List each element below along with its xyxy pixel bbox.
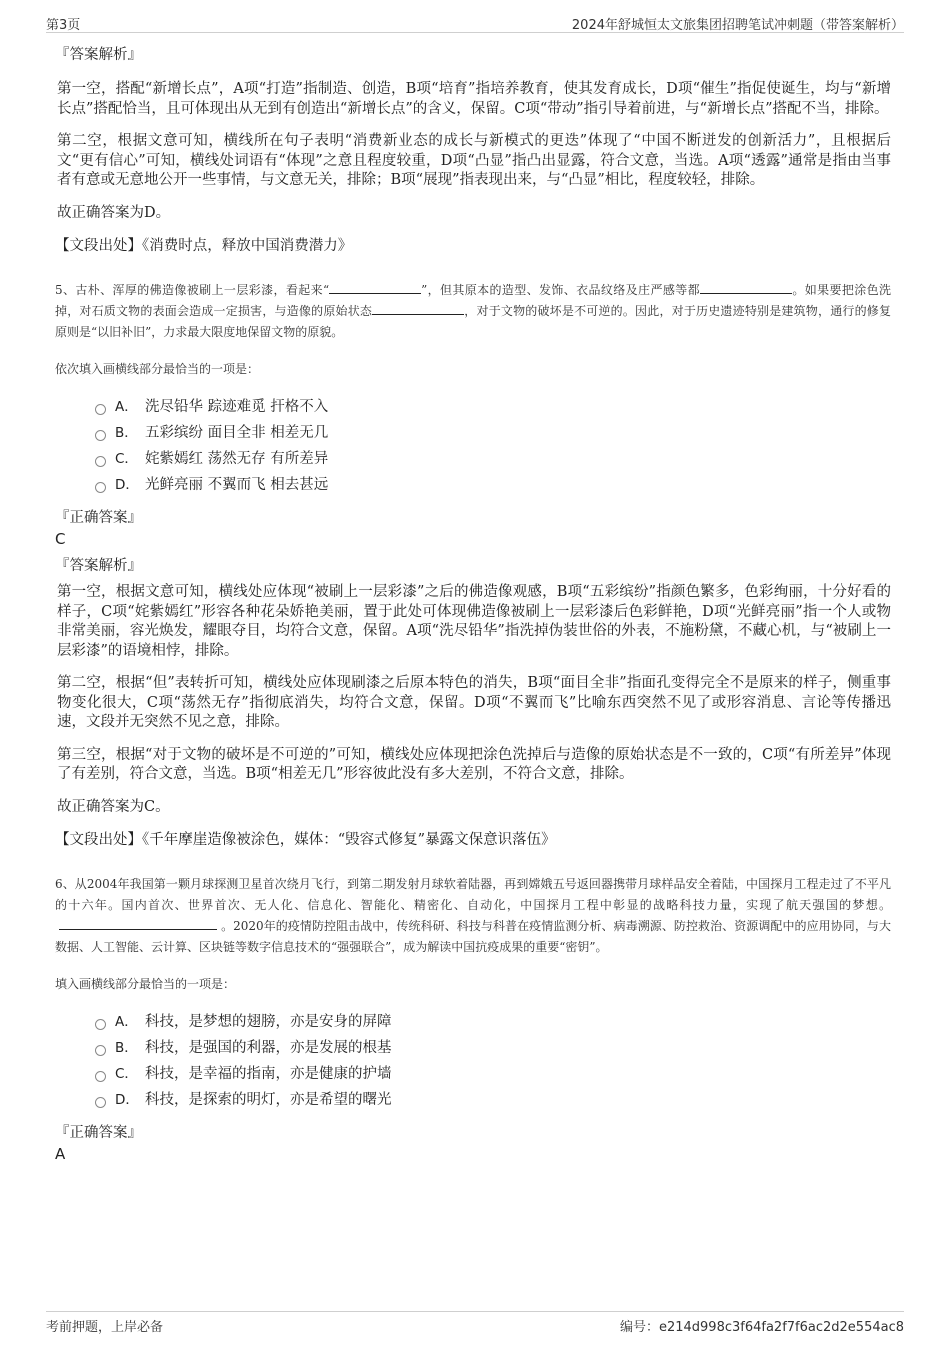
q5-correct-label: 『正确答案』 [55, 510, 142, 526]
page-header [46, 12, 904, 33]
q5-source: 【文段出处】《千年摩崖造像被涂色，媒体：“毁容式修复”暴露文保意识落伍》 [55, 832, 556, 848]
q4-analysis-p1: 第一空，搭配“新增长点”，A项“打造”指制造、创造，B项“培育”指培养教育，使其发育成长，D项“催生”指促使诞生，均与“新增长点”搭配恰当，且可体现出从无到有创造出“新增长点”的含义，保留。C项“带动”指引导着前进，与“新增长点”搭配不当，排除。 [57, 81, 891, 117]
q5-analysis-label: 『答案解析』 [55, 558, 142, 574]
q5-options [95, 397, 891, 501]
q5-analysis-p3: 第三空，根据“对于文物的破坏是不可逆的”可知，横线处应体现把涂色洗掉后与造像的原始状态是不一致的，C项“有所差异”体现了有差别，符合文意，当选。B项“相差无几”形容彼此没有多大差别，不符合文意，排除。 [57, 746, 891, 782]
q6-option-b[interactable]: B． 科技，是强国的利器，亦是发展的根基 [95, 1038, 891, 1064]
q4-conclusion: 故正确答案为D。 [57, 204, 171, 221]
q6-option-c[interactable]: C． 科技，是幸福的指南，亦是健康的护墙 [95, 1064, 891, 1090]
q6-stem: 6、从2004年我国第一颗月球探测卫星首次绕月飞行，到第二期发射月球软着陆器，再到嫦娥五号返回器携带月球样品安全着陆，中国探月工程走过了不平凡的十六年。国内首次、世界首次、无人化、信息化、智能化、精密化、自动化，中国探月工程中彰显的战略科技力量，实现了航天强国的梦想。。2020年的疫情防控阻击战中，传统科研、科技与科普在疫情监测分析、病毒溯源、防控救治、资源调配中的应用协同，与大数据、人工智能、云计算、区块链等数字信息技术的“强强联合”，成为解读中国抗疫成果的重要“密钥”。 [55, 877, 891, 954]
radio-button-icon[interactable] [95, 1097, 106, 1108]
page-content [57, 44, 891, 1170]
q6-blank [59, 917, 217, 930]
q5-correct-answer: C [55, 530, 66, 548]
page-footer [46, 1311, 904, 1336]
q4-analysis-p2: 第二空，根据文意可知，横线所在句子表明“消费新业态的成长与新模式的更迭”体现了“中国不断迸发的创新活力”，且根据后文“更有信心”可知，横线处词语有“体现”之意且程度较重，D项“凸显”指凸出显露，符合文意，当选。A项“透露”通常是指由当事者有意或无意地公开一些事情，与文意无关，排除；B项“展现”指表现出来，与“凸显”相比，程度较轻，排除。 [57, 133, 891, 188]
radio-button-icon[interactable] [95, 1045, 106, 1056]
q6-correct-answer: A [55, 1145, 66, 1163]
q5-stem: 5、古朴、浑厚的佛造像被刷上一层彩漆，看起来“ ”，但其原本的造型、发饰、衣品纹络及庄严感等都 。如果要把涂色洗掉，对石质文物的表面会造成一定损害，与造像的原始状态 ，对于文物的破坏是不可逆的。因此，对于历史遗迹特别是建筑物，通行的修复原则是“以旧补旧”，力求最大限度地保留文物的原貌。 [55, 283, 891, 339]
footer-slogan: 考前押题，上岸必备 [46, 1320, 164, 1335]
q4-source: 【文段出处】《消费时点，释放中国消费潜力》 [55, 238, 353, 254]
radio-button-icon[interactable] [95, 1019, 106, 1030]
q6-option-d[interactable]: D． 科技，是探索的明灯，亦是希望的曙光 [95, 1090, 891, 1116]
q5-option-b[interactable]: B． 五彩缤纷 面目全非 相差无几 [95, 423, 891, 449]
q6-prompt: 填入画横线部分最恰当的一项是： [55, 977, 236, 991]
radio-button-icon[interactable] [95, 456, 106, 467]
q6-correct-label: 『正确答案』 [55, 1125, 142, 1141]
document-title: 2024年舒城恒太文旅集团招聘笔试冲刺题（带答案解析） [571, 18, 904, 33]
q5-blank-2 [700, 281, 792, 294]
q5-option-d[interactable]: D． 光鲜亮丽 不翼而飞 相去甚远 [95, 475, 891, 501]
document-serial: 编号：e214d998c3f64fa2f7f6ac2d2e554ac8 [619, 1320, 904, 1335]
q6-options [95, 1012, 891, 1116]
radio-button-icon[interactable] [95, 430, 106, 441]
q5-blank-3 [372, 302, 464, 315]
q6-option-a[interactable]: A． 科技，是梦想的翅膀，亦是安身的屏障 [95, 1012, 891, 1038]
q5-option-a[interactable]: A． 洗尽铅华 踪迹难觅 扞格不入 [95, 397, 891, 423]
q5-analysis-p1: 第一空，根据文意可知，横线处应体现“被刷上一层彩漆”之后的佛造像观感，B项“五彩缤纷”指颜色繁多，色彩绚丽，十分好看的样子，C项“姹紫嫣红”形容各种花朵娇艳美丽，置于此处可体现佛造像被刷上一层彩漆后色彩鲜艳，D项“光鲜亮丽”指一个人或物非常美丽，容光焕发，耀眼夺目，均符合文意，保留。A项“洗尽铅华”指洗掉伪装世俗的外表，不施粉黛，不藏心机，与“被刷上一层彩漆”的语境相悖，排除。 [57, 584, 891, 659]
radio-button-icon[interactable] [95, 1071, 106, 1082]
q4-analysis-label: 『答案解析』 [55, 47, 142, 63]
page-number: 第3页 [46, 18, 81, 33]
q5-blank-1 [329, 281, 421, 294]
radio-button-icon[interactable] [95, 482, 106, 493]
q5-analysis-p2: 第二空，根据“但”表转折可知，横线处应体现刷漆之后原本特色的消失，B项“面目全非”指面孔变得完全不是原来的样子，侧重事物变化很大，C项“荡然无存”指彻底消失，均符合文意，保留。D项“不翼而飞”比喻东西突然不见了或形容消息、言论等传播迅速，文段并无突然不见之意，排除。 [57, 675, 891, 730]
q5-option-c[interactable]: C． 姹紫嫣红 荡然无存 有所差异 [95, 449, 891, 475]
q5-conclusion: 故正确答案为C。 [57, 798, 170, 815]
radio-button-icon[interactable] [95, 404, 106, 415]
q5-prompt: 依次填入画横线部分最恰当的一项是： [55, 362, 260, 376]
